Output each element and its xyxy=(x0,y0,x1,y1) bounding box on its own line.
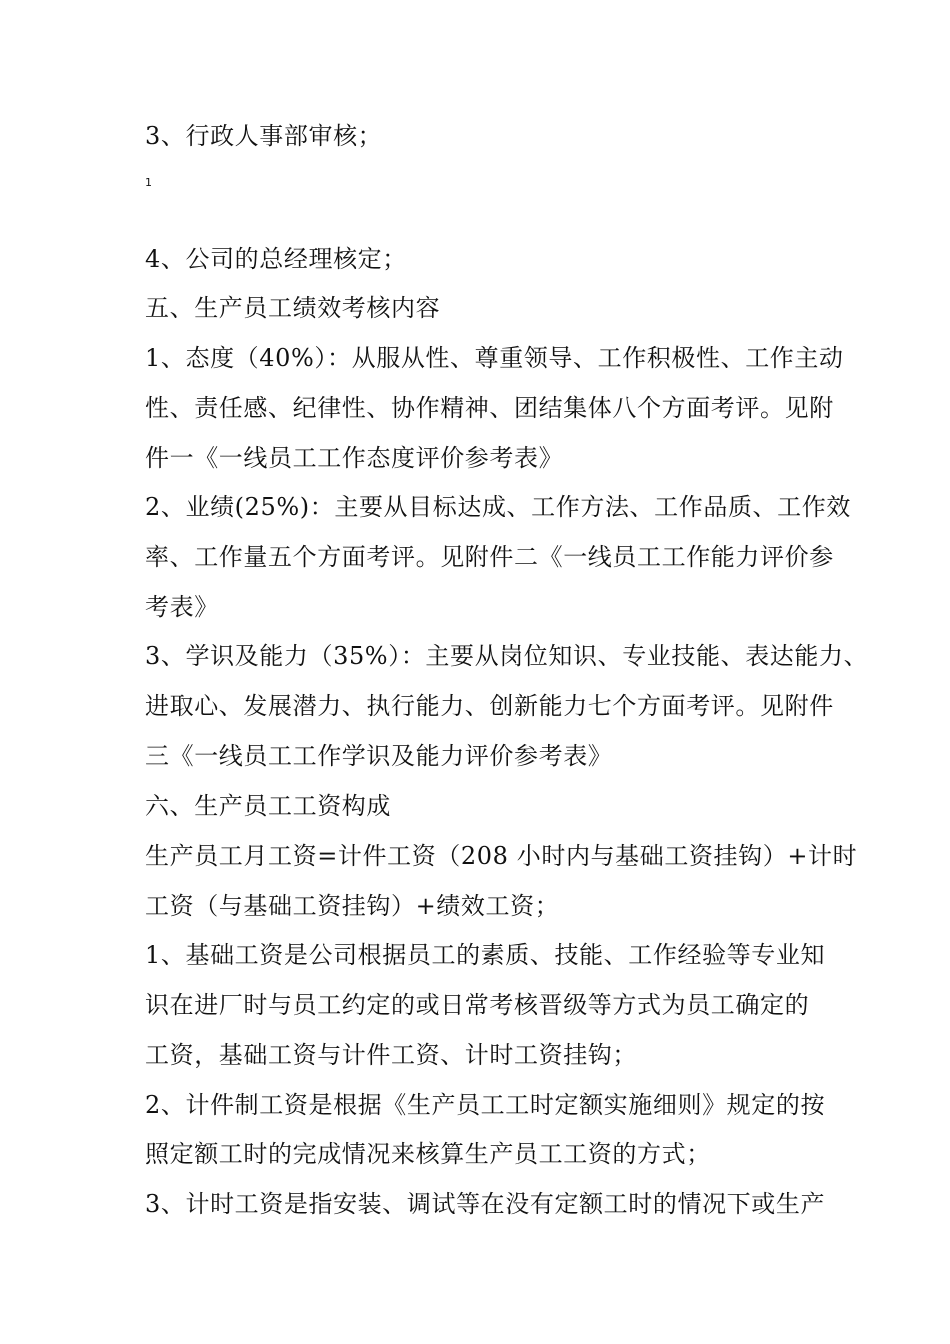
text-line: 1、态度（40%）：从服从性、尊重领导、工作积极性、工作主动 xyxy=(145,344,844,372)
section-heading: 五、生产员工绩效考核内容 xyxy=(145,294,441,322)
text-line: 工资，基础工资与计件工资、计时工资挂钩； xyxy=(145,1041,637,1069)
text-line: 1、基础工资是公司根据员工的素质、技能、工作经验等专业知 xyxy=(145,941,826,969)
text-line: 件一《一线员工工作态度评价参考表》 xyxy=(145,444,564,472)
page-number: 1 xyxy=(145,176,152,189)
text-line: 工资（与基础工资挂钩）+绩效工资； xyxy=(145,892,560,920)
text-line: 率、工作量五个方面考评。见附件二《一线员工工作能力评价参 xyxy=(145,543,834,571)
text-line: 进取心、发展潜力、执行能力、创新能力七个方面考评。见附件 xyxy=(145,692,834,720)
text-line: 3、计时工资是指安装、调试等在没有定额工时的情况下或生产 xyxy=(145,1190,826,1218)
text-line: 3、学识及能力（35%）：主要从岗位知识、专业技能、表达能力、 xyxy=(145,642,869,670)
text-line: 性、责任感、纪律性、协作精神、团结集体八个方面考评。见附 xyxy=(145,394,834,422)
text-line: 三《一线员工工作学识及能力评价参考表》 xyxy=(145,742,613,770)
text-line: 2、计件制工资是根据《生产员工工时定额实施细则》规定的按 xyxy=(145,1091,826,1119)
text-line: 生产员工月工资=计件工资（208 小时内与基础工资挂钩）+计时 xyxy=(145,842,858,870)
text-line: 照定额工时的完成情况来核算生产员工工资的方式； xyxy=(145,1140,711,1168)
text-line: 3、行政人事部审核； xyxy=(145,122,383,150)
section-heading: 六、生产员工工资构成 xyxy=(145,792,391,820)
text-line: 识在进厂时与员工约定的或日常考核晋级等方式为员工确定的 xyxy=(145,991,810,1019)
text-line: 考表》 xyxy=(145,593,219,621)
text-line: 2、业绩(25%)：主要从目标达成、工作方法、工作品质、工作效 xyxy=(145,493,851,521)
text-line: 4、公司的总经理核定； xyxy=(145,245,407,273)
